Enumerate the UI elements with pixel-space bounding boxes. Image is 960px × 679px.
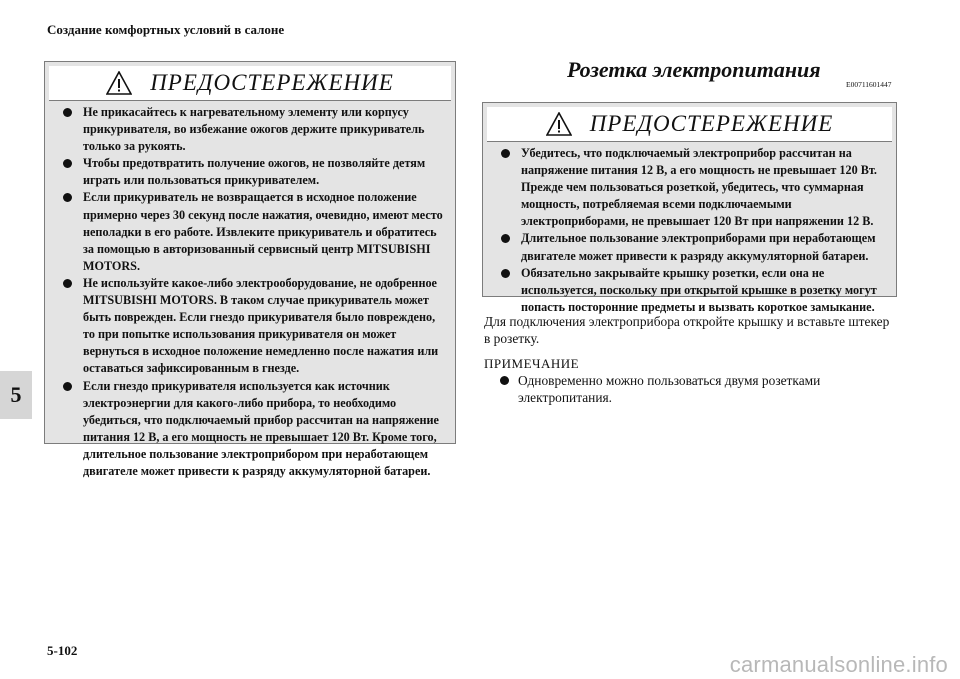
warning-title: ПРЕДОСТЕРЕЖЕНИЕ (150, 70, 394, 95)
power-outlet-warning-box (482, 102, 897, 314)
watermark: carmanualsonline.info (729, 652, 948, 677)
page-number: 5-102 (47, 643, 78, 658)
note-label: ПРИМЕЧАНИЕ (484, 356, 580, 371)
warning-triangle-icon (546, 112, 572, 136)
warning-list (45, 101, 455, 486)
warning-item: Если прикуриватель не возвращается в исходное положение примерно через 30 секунд после нажатия, очевидно, имеют место неполадки в его работе. Извлеките прикуриватель и обратитесь за помощью в авторизованный сервисный центр MITSUBISHI MOTORS. (63, 189, 447, 274)
section-code: E00711601447 (846, 80, 892, 89)
warning-item: Обязательно закрывайте крышку розетки, если она не используется, поскольку при открытой крышке в розетку могут попасть посторонние предметы и вызвать короткое замыкание. (501, 265, 888, 316)
note-list (500, 372, 900, 406)
chapter-number: 5 (10, 382, 22, 407)
instruction-paragraph: Для подключения электроприбора откройте крышку и вставьте штекер в розетку. (484, 314, 890, 346)
warning-item: Длительное пользование электроприборами при неработающем двигателе может привести к разряду аккумуляторной батареи. (501, 230, 888, 264)
page-header-title: Создание комфортных условий в салоне (47, 22, 285, 37)
warning-item: Не используйте какое-либо электрооборудование, не одобренное MITSUBISHI MOTORS. В таком случае прикуриватель может быть поврежден. Если гнездо прикуривателя было повреждено, то при попытке использования прикуривателя он может вернуться в исходное положение немедленно после нажатия или оставаться зафиксированным в гнезде. (63, 275, 447, 378)
cigarette-lighter-warning-box (44, 61, 456, 478)
warning-list (483, 142, 896, 322)
warning-header (49, 66, 451, 101)
section-title: Розетка электропитания (567, 57, 821, 82)
warning-item: Не прикасайтесь к нагревательному элементу или корпусу прикуривателя, во избежание ожогов держите прикуриватель только за рукоять. (63, 104, 447, 155)
warning-triangle-icon (106, 71, 132, 95)
warning-item: Чтобы предотвратить получение ожогов, не позволяйте детям играть или пользоваться прикуривателем. (63, 155, 447, 189)
warning-item: Если гнездо прикуривателя используется как источник электроэнергии для какого-либо прибора, то необходимо убедиться, что подключаемый прибор рассчитан на напряжение питания 12 В, а его мощность не превышает 120 Вт. Кроме того, длительное пользование электроприбором при неработающем двигателе может привести к разряду аккумуляторной батареи. (63, 378, 447, 481)
chapter-tab (0, 371, 32, 419)
warning-item: Убедитесь, что подключаемый электроприбор рассчитан на напряжение питания 12 В, а его мощность не превышает 120 Вт. Прежде чем пользоваться розеткой, убедитесь, что суммарная мощность, потребляемая всеми подключаемыми электроприборами, не превышает 120 Вт при напряжении 12 В. (501, 145, 888, 230)
warning-header (487, 107, 892, 142)
warning-title: ПРЕДОСТЕРЕЖЕНИЕ (589, 111, 834, 136)
note-item: Одновременно можно пользоваться двумя розетками электропитания. (500, 372, 900, 406)
